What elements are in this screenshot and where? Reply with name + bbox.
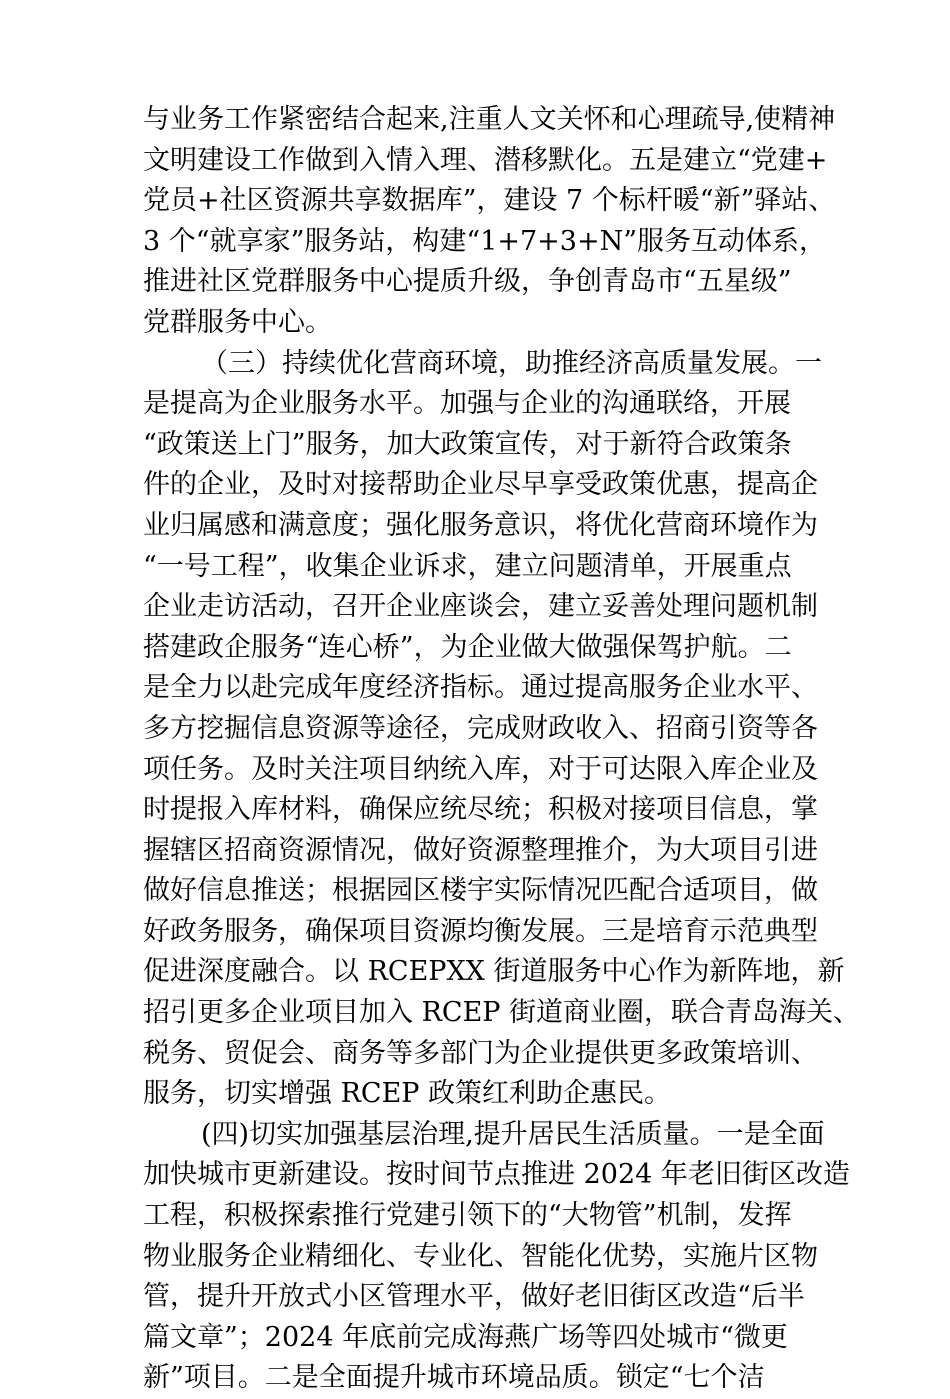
text-line: 握辖区招商资源情况，做好资源整理推介，为大项目引进 xyxy=(143,834,818,866)
text-line: 文明建设工作做到入情入理、潜移默化。五是建立“党建+ xyxy=(143,144,828,176)
body-text xyxy=(143,100,861,1399)
text-line: 管，提升开放式小区管理水平，做好老旧街区改造“后半 xyxy=(143,1281,805,1313)
text-line: 加快城市更新建设。按时间节点推进 2024 年老旧街区改造 xyxy=(143,1159,850,1191)
text-line: 服务，切实增强 RCEP 政策红利助企惠民。 xyxy=(143,1078,672,1110)
section-heading-line: (四)切实加强基层治理,提升居民生活质量。一是全面 xyxy=(201,1118,825,1150)
text-line: 推进社区党群服务中心提质升级，争创青岛市“五星级” xyxy=(143,266,792,298)
text-line: 是全力以赴完成年度经济指标。通过提高服务企业水平、 xyxy=(143,672,818,704)
text-line: 多方挖掘信息资源等途径，完成财政收入、招商引资等各 xyxy=(143,712,818,744)
text-line: 税务、贸促会、商务等多部门为企业提供更多政策培训、 xyxy=(143,1037,818,1069)
text-line: 搭建政企服务“连心桥”，为企业做大做强保驾护航。二 xyxy=(143,631,792,663)
text-line: “一号工程”，收集企业诉求，建立问题清单，开展重点 xyxy=(143,550,792,582)
text-line: 3 个“就享家”服务站，构建“1+7+3+N”服务互动体系， xyxy=(143,225,827,257)
text-line: 物业服务企业精细化、专业化、智能化优势，实施片区物 xyxy=(143,1240,818,1272)
text-line: 做好信息推送；根据园区楼宇实际情况匹配合适项目，做 xyxy=(143,875,818,907)
text-line: 好政务服务，确保项目资源均衡发展。三是培育示范典型 xyxy=(143,915,818,947)
section-heading-line: （三）持续优化营商环境，助推经济高质量发展。一 xyxy=(201,347,822,379)
text-line: 与业务工作紧密结合起来,注重人文关怀和心理疏导,使精神 xyxy=(143,104,836,135)
text-line: 招引更多企业项目加入 RCEP 街道商业圈，联合青岛海关、 xyxy=(143,997,861,1029)
text-line: 企业走访活动，召开企业座谈会，建立妥善处理问题机制 xyxy=(143,591,818,623)
text-line: 工程，积极探索推行党建引领下的“大物管”机制，发挥 xyxy=(143,1200,792,1232)
text-line: 促进深度融合。以 RCEPXX 街道服务中心作为新阵地，新 xyxy=(143,956,845,988)
text-line: 党员+社区资源共享数据库”，建设 7 个标杆暖“新”驿站、 xyxy=(143,185,836,217)
text-line: 项任务。及时关注项目纳统入库，对于可达限入库企业及 xyxy=(143,753,818,785)
text-line: 是提高为企业服务水平。加强与企业的沟通联络，开展 xyxy=(143,388,791,420)
text-line: 件的企业，及时对接帮助企业尽早享受政策优惠，提高企 xyxy=(143,469,818,501)
text-line: 时提报入库材料，确保应统尽统；积极对接项目信息，掌 xyxy=(143,794,818,826)
text-line: 党群服务中心。 xyxy=(143,306,332,338)
text-line: 新”项目。二是全面提升城市环境品质。锁定“七个洁 xyxy=(143,1362,765,1394)
text-line: 篇文章”；2024 年底前完成海燕广场等四处城市“微更 xyxy=(143,1321,788,1353)
text-line: 业归属感和满意度；强化服务意识，将优化营商环境作为 xyxy=(143,509,818,541)
text-line: “政策送上门”服务，加大政策宣传，对于新符合政策条 xyxy=(143,428,792,460)
